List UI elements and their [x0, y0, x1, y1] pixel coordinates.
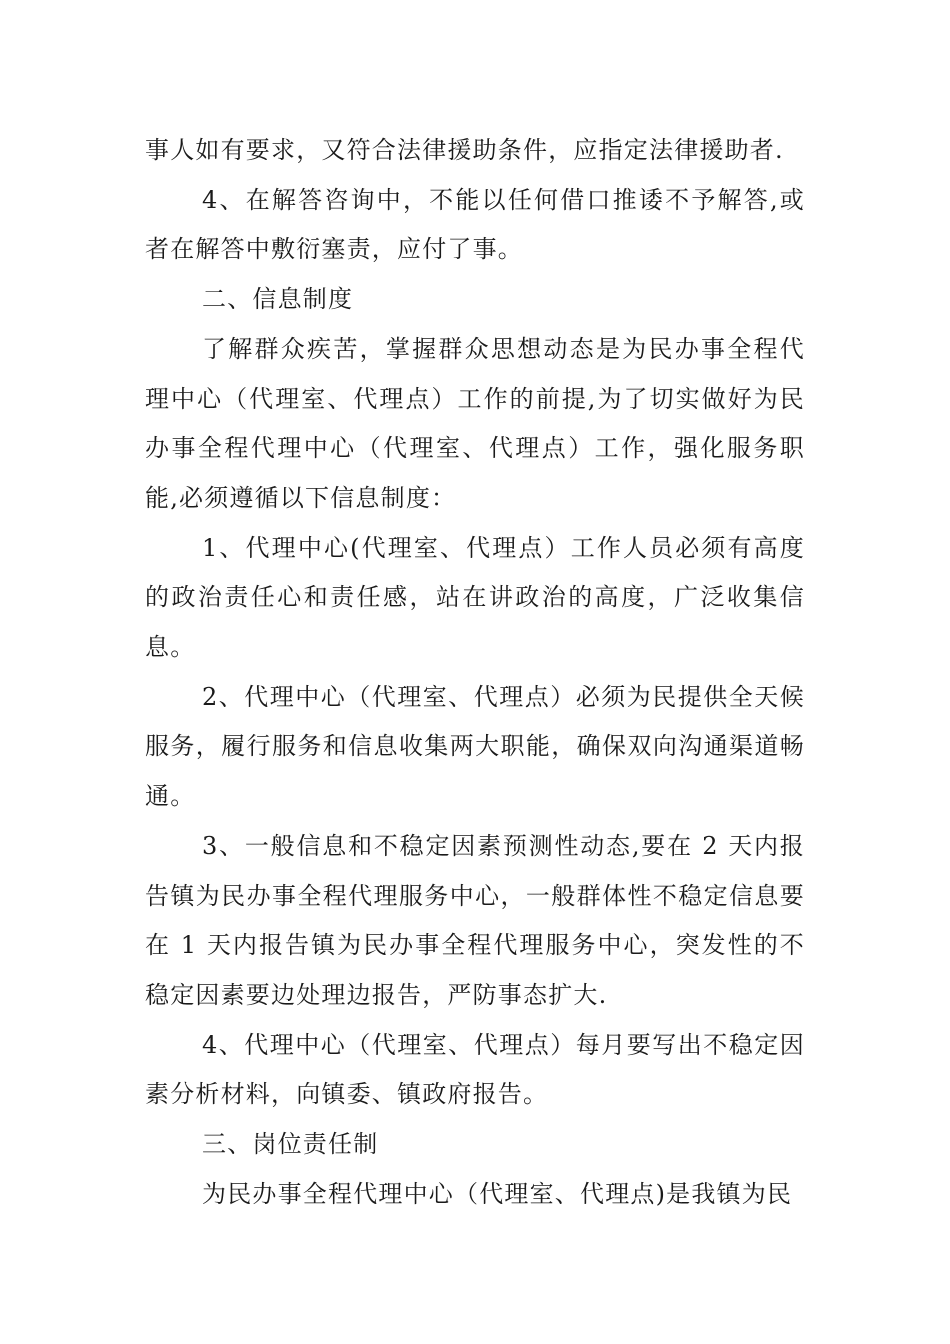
paragraph-info-item-1: 1、代理中心(代理室、代理点）工作人员必须有高度的政治责任心和责任感，站在讲政治的高度，广泛收集信息。	[145, 533, 805, 662]
paragraph-info-item-4: 4、代理中心（代理室、代理点）每月要写出不稳定因素分析材料，向镇委、镇政府报告。	[145, 1030, 805, 1109]
paragraph-info-item-2: 2、代理中心（代理室、代理点）必须为民提供全天候服务，履行服务和信息收集两大职能，确保双向沟通渠道畅通。	[145, 682, 805, 811]
paragraph-post-responsibility-intro: 为民办事全程代理中心（代理室、代理点)是我镇为民	[202, 1179, 793, 1208]
section-heading-information-system: 二、信息制度	[202, 285, 354, 314]
paragraph-legal-aid-continuation: 事人如有要求，又符合法律援助条件，应指定法律援助者.	[145, 136, 784, 164]
paragraph-item-4-consultation: 4、在解答咨询中，不能以任何借口推诿不予解答,或者在解答中敷衍塞责，应付了事。	[145, 185, 805, 264]
document-body	[145, 126, 805, 1219]
section-heading-post-responsibility: 三、岗位责任制	[202, 1130, 379, 1159]
paragraph-information-intro: 了解群众疾苦，掌握群众思想动态是为民办事全程代理中心（代理室、代理点）工作的前提,为了切实做好为民办事全程代理中心（代理室、代理点）工作，强化服务职能,必须遵循以下信息制度：	[145, 334, 805, 512]
paragraph-info-item-3: 3、一般信息和不稳定因素预测性动态,要在 2 天内报告镇为民办事全程代理服务中心，一般群体性不稳定信息要在 1 天内报告镇为民办事全程代理服务中心，突发性的不稳定因素要边处理边报告，严防事态扩大.	[145, 831, 805, 1009]
